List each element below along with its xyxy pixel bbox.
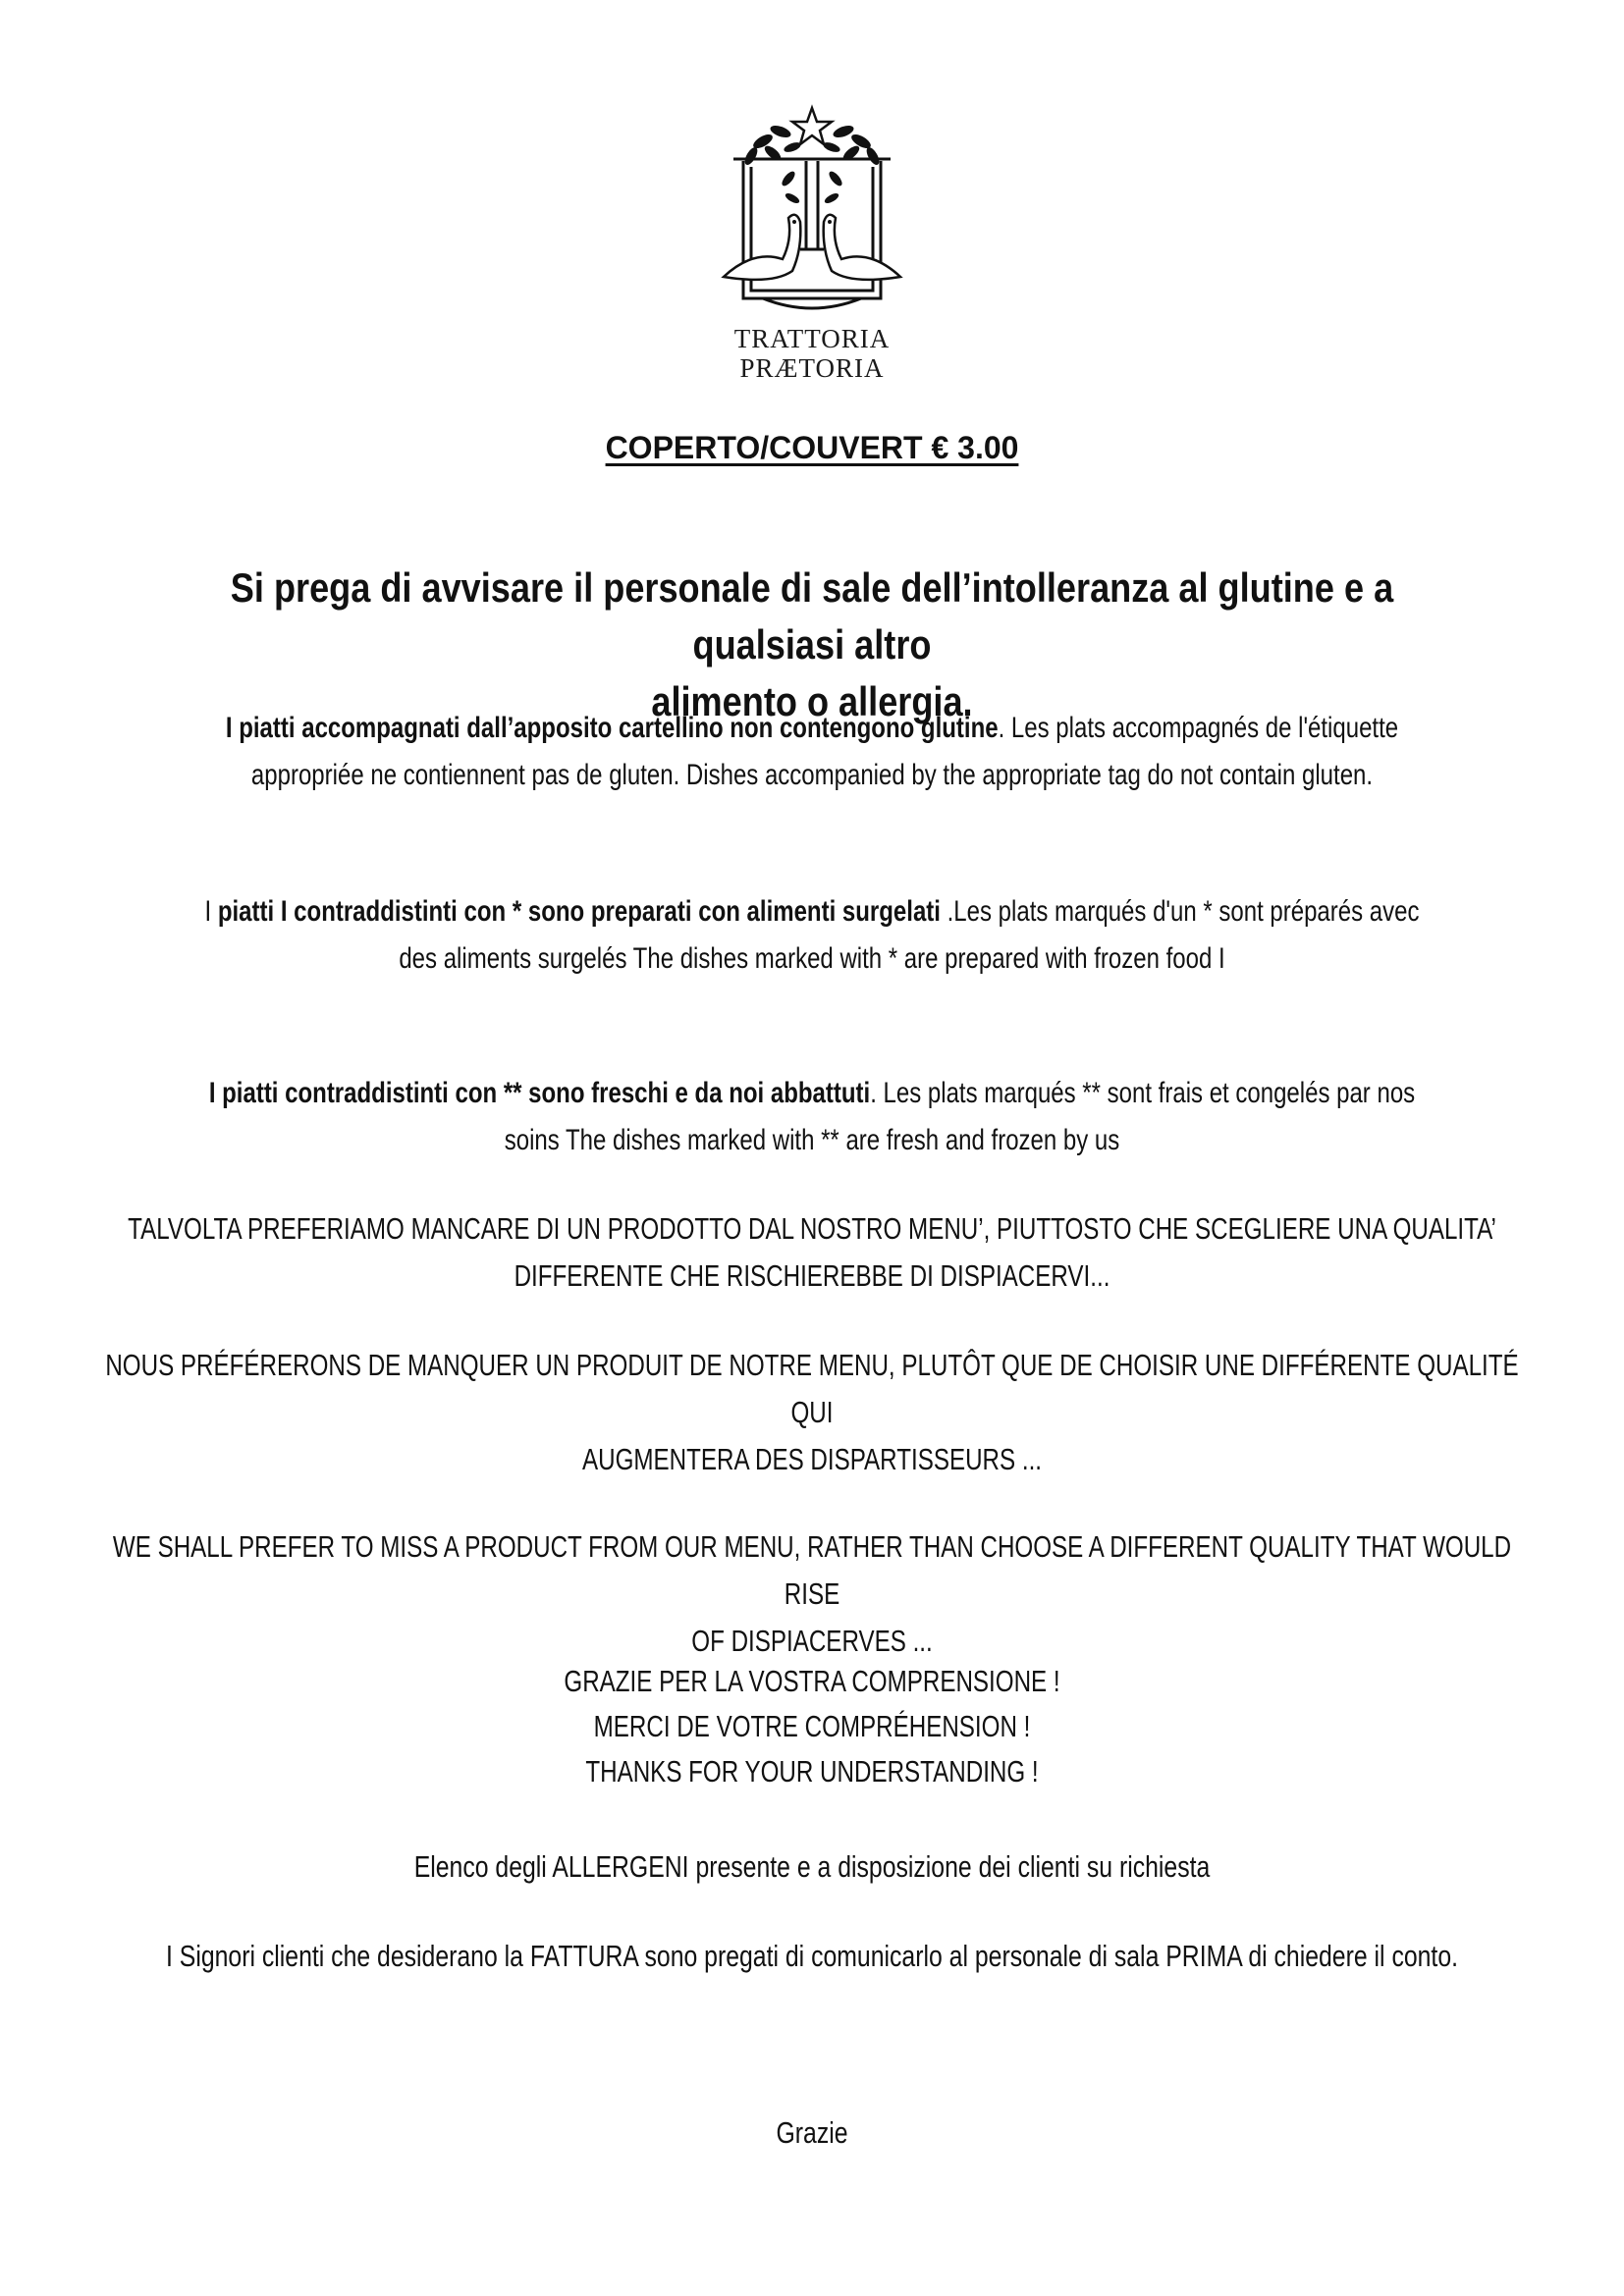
quality-statement-en [92,1523,1532,1665]
thanks-fr: MERCI DE VOTRE COMPRÉHENSION ! [593,1709,1031,1743]
quality-statement-it [92,1205,1532,1300]
gluten-note-bold: I piatti accompagnati dall’apposito cartellino non contengono glutine [225,712,999,744]
quality-fr-line1: NOUS PRÉFÉRERONS DE MANQUER UN PRODUIT DE NOTRE MENU, PLUTÔT QUE DE CHOISIR UNE DIFFÉRENTE QUALITÉ QUI [105,1348,1519,1429]
restaurant-name [616,324,1008,383]
restaurant-name-line2: PRÆTORIA [739,353,885,383]
frozen-food-note [97,888,1527,983]
allergens-note: Elenco degli ALLERGENI presente e a disposizione dei clienti su richiesta [413,1849,1211,1884]
blast-note-bold: I piatti contraddistinti con ** sono freschi e da noi abbattuti [208,1077,871,1109]
frozen-note-line2: des aliments surgelés The dishes marked with * are prepared with frozen food I [399,942,1225,975]
cover-charge: COPERTO/COUVERT € 3.00 [605,430,1019,465]
blast-chilled-note [97,1070,1527,1164]
restaurant-name-line1: TRATTORIA [733,324,891,353]
frozen-note-bold: piatti I contraddistinti con * sono preparati con alimenti surgelati [217,895,941,928]
quality-en-line1: WE SHALL PREFER TO MISS A PRODUCT FROM OUR MENU, RATHER THAN CHOOSE A DIFFERENT QUALITY THAT WOULD RISE [112,1529,1512,1611]
closing-thanks: Grazie [776,2115,848,2150]
gluten-note-line2: appropriée ne contiennent pas de gluten. Dishes accompanied by the appropriate tag do not contain gluten. [250,759,1374,791]
thanks-en: THANKS FOR YOUR UNDERSTANDING ! [585,1754,1039,1789]
invoice-note: I Signori clienti che desiderano la FATTURA sono pregati di comunicarlo al personale di sala PRIMA di chiedere il conto. [166,1939,1458,1973]
thanks-block [251,1659,1373,1794]
frozen-note-rest: .Les plats marqués d'un * sont préparés avec [940,895,1420,928]
logo-emblem-icon [694,102,930,328]
frozen-note-prefix: I [204,895,218,928]
quality-it-line1: TALVOLTA PREFERIAMO MANCARE DI UN PRODOTTO DAL NOSTRO MENU’, PIUTTOSTO CHE SCEGLIERE UNA QUALITA’ [128,1211,1496,1246]
quality-it-line2: DIFFERENTE CHE RISCHIEREBBE DI DISPIACERVI... [514,1258,1110,1293]
thanks-it: GRAZIE PER LA VOSTRA COMPRENSIONE ! [564,1664,1060,1698]
blast-note-rest: . Les plats marqués ** sont frais et congelés par nos [870,1077,1416,1109]
quality-fr-line2: AUGMENTERA DES DISPARTISSEURS ... [581,1442,1043,1476]
quality-statement-fr [92,1342,1532,1483]
quality-en-line2: OF DISPIACERVES ... [691,1624,933,1658]
allergy-headline-line1: Si prega di avvisare il personale di sale dell’intolleranza al glutine e a qualsiasi altro [230,564,1394,667]
blast-note-line2: soins The dishes marked with ** are fresh and frozen by us [504,1124,1120,1156]
gluten-note-rest: . Les plats accompagnés de l'étiquette [998,712,1399,744]
gluten-free-note [97,705,1527,799]
allergy-headline-line2: alimento o allergia. [651,678,973,724]
